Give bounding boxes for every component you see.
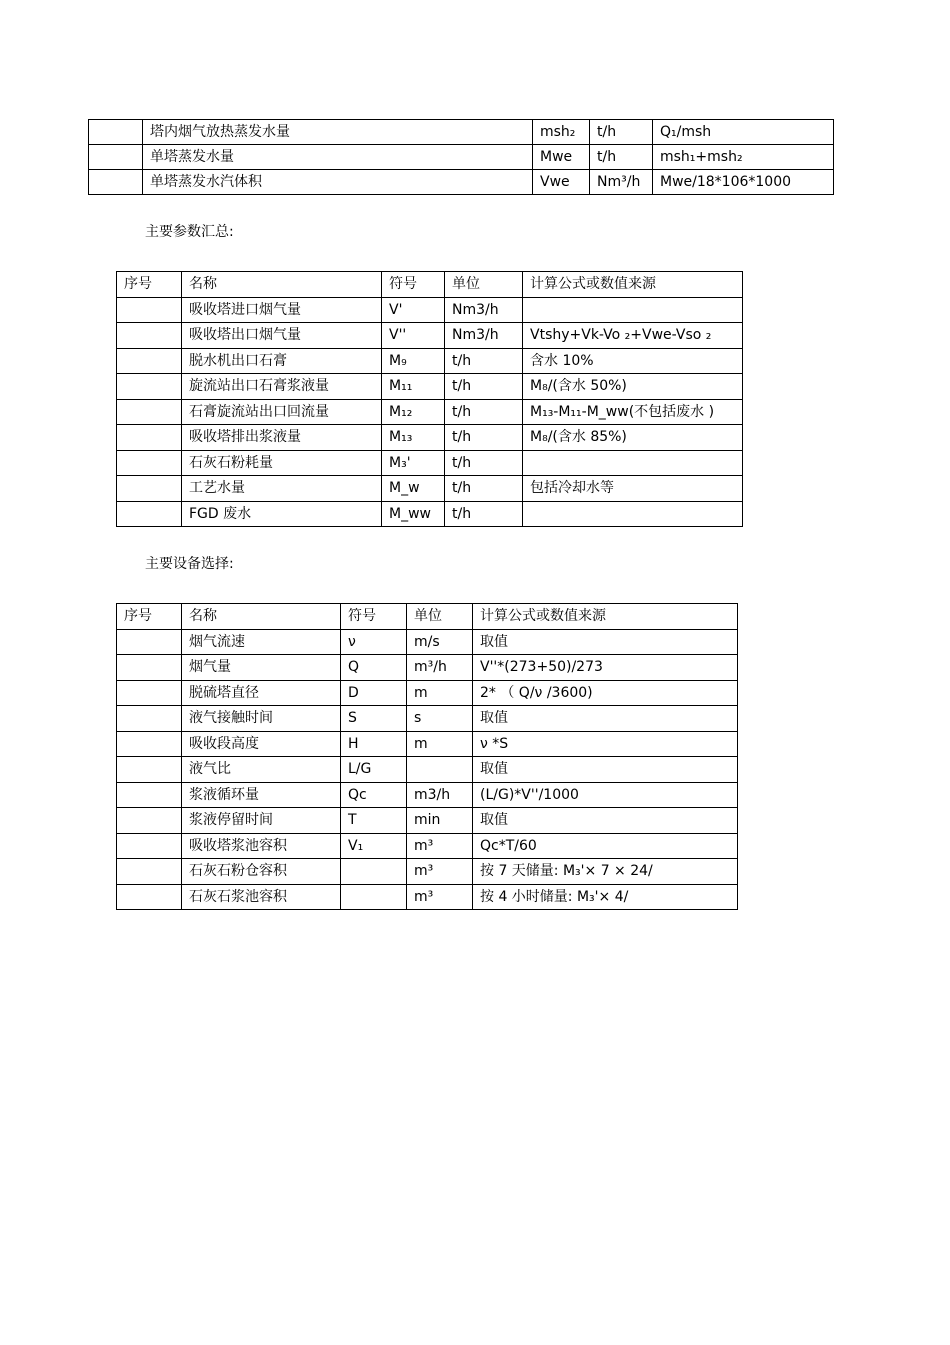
cell-no [117,655,182,681]
cell-unit: t/h [445,374,523,400]
cell-name: 脱硫塔直径 [182,680,341,706]
cell-formula: ν *S [473,731,738,757]
params-heading: 主要参数汇总: [145,224,234,240]
header-cell-unit: 单位 [445,272,523,298]
header-cell-formula: 计算公式或数值来源 [523,272,743,298]
cell-formula: 取值 [473,808,738,834]
cell-no [89,145,143,170]
cell-name: 液气比 [182,757,341,783]
cell-formula [523,450,743,476]
table-row [117,859,738,885]
table-row [89,120,834,145]
header-cell-no: 序号 [117,272,182,298]
equipment-table [116,603,738,910]
cell-formula: Mwe/18*106*1000 [653,170,834,195]
cell-no [117,425,182,451]
cell-name: 单塔蒸发水汽体积 [143,170,533,195]
header-cell-unit: 单位 [407,604,473,630]
cell-no [117,706,182,732]
cell-name: 烟气流速 [182,629,341,655]
cell-symbol: M₁₃ [382,425,445,451]
table-header-row [117,272,743,298]
cell-unit: min [407,808,473,834]
cell-unit: Nm3/h [445,297,523,323]
cell-no [117,833,182,859]
cell-symbol: M_ww [382,501,445,527]
cell-formula: 包括冷却水等 [523,476,743,502]
cell-no [117,297,182,323]
cell-formula: M₈/(含水 85%) [523,425,743,451]
table-row [117,731,738,757]
cell-no [117,501,182,527]
cell-unit: m/s [407,629,473,655]
cell-name: 吸收塔进口烟气量 [182,297,382,323]
cell-unit: m³ [407,859,473,885]
top-table [88,119,834,195]
table-header-row [117,604,738,630]
cell-symbol: L/G [341,757,407,783]
cell-unit: t/h [445,348,523,374]
table-row [117,399,743,425]
table-row [117,501,743,527]
cell-formula: 2* （ Q/ν /3600) [473,680,738,706]
cell-no [117,808,182,834]
table-row [117,450,743,476]
table-row [117,425,743,451]
header-cell-symbol: 符号 [341,604,407,630]
cell-unit: s [407,706,473,732]
table-row [117,884,738,910]
table-row [117,782,738,808]
cell-unit: t/h [445,399,523,425]
cell-name: 液气接触时间 [182,706,341,732]
cell-name: 脱水机出口石膏 [182,348,382,374]
cell-unit: Nm³/h [590,170,653,195]
cell-symbol: M_w [382,476,445,502]
table-row [117,297,743,323]
cell-unit: m3/h [407,782,473,808]
cell-symbol [341,884,407,910]
cell-no [117,884,182,910]
cell-formula: 取值 [473,629,738,655]
table-row [117,374,743,400]
cell-formula: Vtshy+Vk-Vo ₂+Vwe-Vso ₂ [523,323,743,349]
cell-name: 塔内烟气放热蒸发水量 [143,120,533,145]
cell-symbol: msh₂ [533,120,590,145]
table-row [117,757,738,783]
table-row [117,833,738,859]
cell-symbol: V' [382,297,445,323]
cell-no [89,170,143,195]
cell-unit: Nm3/h [445,323,523,349]
table-row [89,170,834,195]
cell-unit: t/h [590,120,653,145]
cell-formula: M₈/(含水 50%) [523,374,743,400]
cell-name: 旋流站出口石膏浆液量 [182,374,382,400]
cell-symbol: V'' [382,323,445,349]
cell-no [89,120,143,145]
cell-symbol: T [341,808,407,834]
cell-formula: Qc*T/60 [473,833,738,859]
cell-symbol [341,859,407,885]
cell-symbol: V₁ [341,833,407,859]
cell-name: 浆液停留时间 [182,808,341,834]
cell-unit: t/h [445,501,523,527]
table-row [117,323,743,349]
cell-name: 吸收塔排出浆液量 [182,425,382,451]
cell-name: 石灰石浆池容积 [182,884,341,910]
cell-unit: t/h [445,425,523,451]
cell-name: FGD 废水 [182,501,382,527]
cell-name: 石膏旋流站出口回流量 [182,399,382,425]
cell-no [117,731,182,757]
cell-formula: 取值 [473,757,738,783]
cell-no [117,476,182,502]
cell-formula: msh₁+msh₂ [653,145,834,170]
table-row [117,348,743,374]
cell-formula [523,501,743,527]
cell-unit: m [407,680,473,706]
cell-name: 工艺水量 [182,476,382,502]
cell-no [117,757,182,783]
cell-name: 烟气量 [182,655,341,681]
cell-no [117,782,182,808]
cell-symbol: M₉ [382,348,445,374]
cell-no [117,374,182,400]
table-row [117,808,738,834]
table-row [117,680,738,706]
cell-no [117,399,182,425]
params-table [116,271,743,527]
table-row [117,655,738,681]
cell-name: 石灰石粉耗量 [182,450,382,476]
cell-formula [523,297,743,323]
cell-unit: t/h [445,450,523,476]
cell-formula: 取值 [473,706,738,732]
table-row [89,145,834,170]
cell-formula: V''*(273+50)/273 [473,655,738,681]
cell-symbol: M₁₂ [382,399,445,425]
cell-formula: 按 4 小时储量: M₃'× 4/ [473,884,738,910]
cell-name: 吸收塔浆池容积 [182,833,341,859]
cell-symbol: Vwe [533,170,590,195]
cell-symbol: M₁₁ [382,374,445,400]
cell-unit: m³/h [407,655,473,681]
cell-formula: Q₁/msh [653,120,834,145]
cell-symbol: H [341,731,407,757]
header-cell-name: 名称 [182,604,341,630]
cell-unit [407,757,473,783]
cell-formula: (L/G)*V''/1000 [473,782,738,808]
cell-symbol: Qc [341,782,407,808]
table-row [117,476,743,502]
table-row [117,629,738,655]
cell-unit: t/h [590,145,653,170]
cell-no [117,629,182,655]
cell-unit: m [407,731,473,757]
cell-no [117,450,182,476]
cell-name: 单塔蒸发水量 [143,145,533,170]
cell-name: 吸收段高度 [182,731,341,757]
cell-no [117,323,182,349]
cell-unit: m³ [407,884,473,910]
cell-name: 浆液循环量 [182,782,341,808]
cell-symbol: S [341,706,407,732]
cell-symbol: D [341,680,407,706]
cell-unit: m³ [407,833,473,859]
header-cell-no: 序号 [117,604,182,630]
header-cell-name: 名称 [182,272,382,298]
cell-unit: t/h [445,476,523,502]
cell-symbol: ν [341,629,407,655]
cell-name: 石灰石粉仓容积 [182,859,341,885]
cell-symbol: Mwe [533,145,590,170]
table-row [117,706,738,732]
header-cell-formula: 计算公式或数值来源 [473,604,738,630]
cell-no [117,859,182,885]
cell-no [117,680,182,706]
cell-no [117,348,182,374]
cell-formula: M₁₃-M₁₁-M_ww(不包括废水 ) [523,399,743,425]
cell-name: 吸收塔出口烟气量 [182,323,382,349]
cell-symbol: Q [341,655,407,681]
cell-formula: 含水 10% [523,348,743,374]
equipment-heading: 主要设备选择: [145,556,234,572]
header-cell-symbol: 符号 [382,272,445,298]
cell-symbol: M₃' [382,450,445,476]
cell-formula: 按 7 天储量: M₃'× 7 × 24/ [473,859,738,885]
